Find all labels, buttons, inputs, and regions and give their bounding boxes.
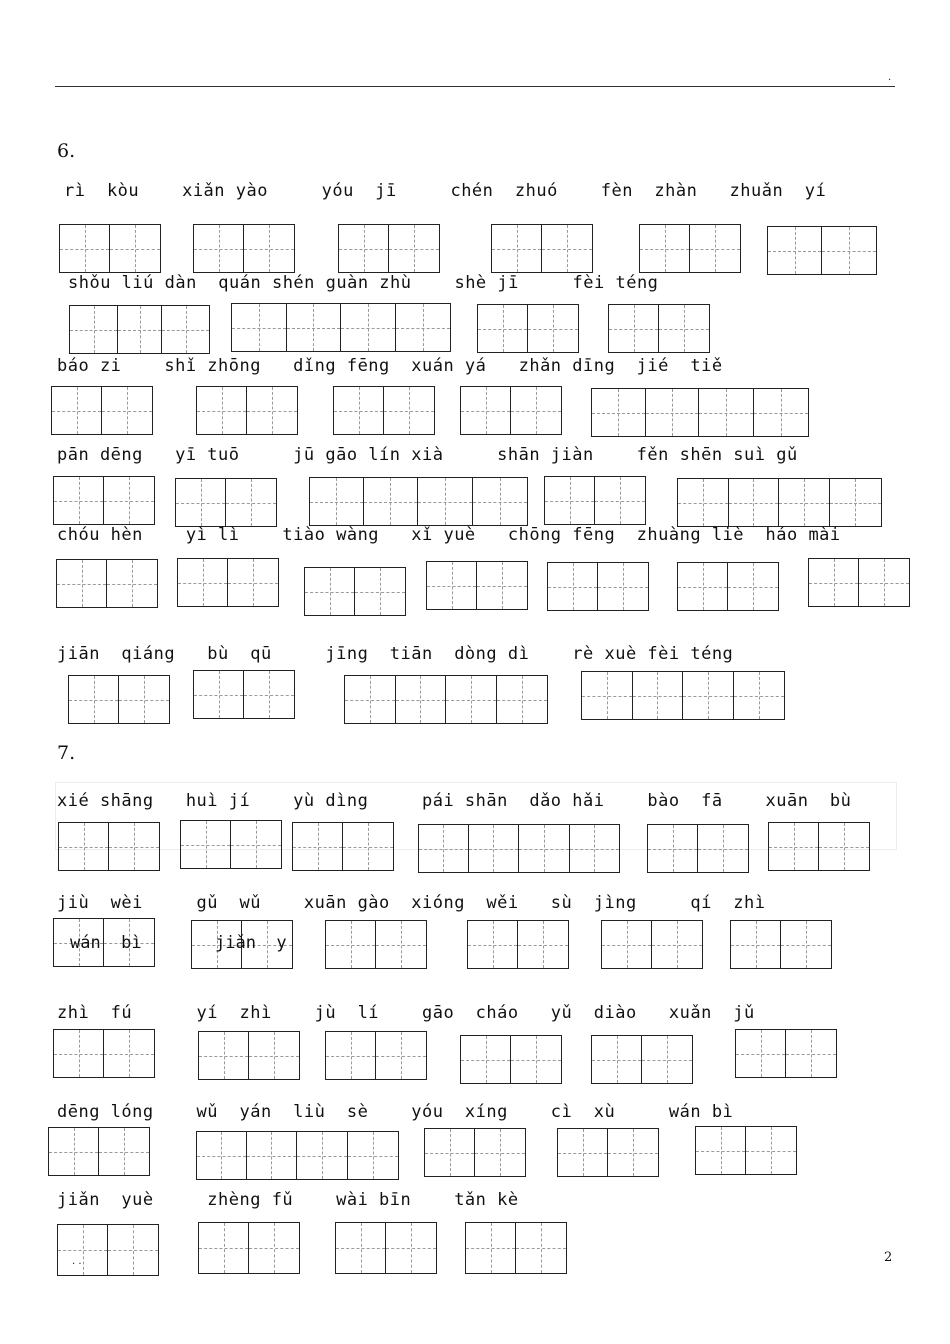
char-grid[interactable]	[730, 920, 832, 969]
char-grid[interactable]	[647, 824, 749, 873]
pinyin-row: shǒu liú dàn quán shén guàn zhù shè jī fèi téng	[68, 273, 659, 293]
char-grid[interactable]	[304, 567, 406, 616]
header-rule	[55, 86, 895, 87]
char-grid[interactable]	[177, 558, 279, 607]
char-grid[interactable]	[58, 822, 160, 871]
char-grid[interactable]	[424, 1128, 526, 1177]
header-mark: .	[888, 72, 892, 83]
char-grid[interactable]	[460, 386, 562, 435]
pinyin-row: chóu hèn yì lì tiào wàng xǐ yuè chōng fēng zhuàng liè háo mài	[57, 525, 841, 545]
char-grid[interactable]	[59, 224, 161, 273]
char-grid[interactable]	[601, 920, 703, 969]
char-grid[interactable]	[292, 822, 394, 871]
char-grid[interactable]	[68, 675, 170, 724]
char-grid[interactable]	[608, 304, 710, 353]
char-grid[interactable]	[198, 1031, 300, 1080]
char-grid[interactable]	[325, 1031, 427, 1080]
pinyin-row: pān dēng yī tuō jū gāo lín xià shān jiàn fěn shēn suì gǔ	[57, 445, 798, 465]
char-grid[interactable]	[48, 1127, 150, 1176]
pinyin-row: jiù wèi gǔ wǔ xuān gào xióng wěi sù jìng qí zhì	[57, 893, 766, 913]
char-grid[interactable]	[175, 478, 277, 527]
char-grid[interactable]	[309, 477, 528, 526]
char-grid[interactable]	[767, 226, 877, 275]
char-grid[interactable]	[198, 1222, 300, 1274]
char-grid[interactable]	[418, 824, 620, 873]
overlay-text: . .	[72, 1256, 82, 1267]
char-grid[interactable]	[677, 562, 779, 611]
pinyin-row: rì kòu xiǎn yào yóu jī chén zhuó fèn zhàn zhuǎn yí	[64, 181, 827, 201]
char-grid[interactable]	[591, 1035, 693, 1084]
char-grid[interactable]	[69, 305, 210, 354]
char-grid[interactable]	[344, 675, 548, 724]
char-grid[interactable]	[768, 822, 870, 871]
char-grid[interactable]	[639, 224, 741, 273]
overlay-text: jiǎn y	[215, 933, 287, 953]
char-grid[interactable]	[196, 1131, 399, 1180]
char-grid[interactable]	[677, 478, 882, 527]
char-grid[interactable]	[808, 558, 910, 607]
section-6-label: 6.	[57, 140, 76, 162]
char-grid[interactable]	[53, 476, 155, 525]
char-grid[interactable]	[335, 1222, 437, 1274]
char-grid[interactable]	[581, 671, 785, 720]
char-grid[interactable]	[426, 561, 528, 610]
pinyin-row: jiān qiáng bù qū jīng tiān dòng dì rè xuè fèi téng	[57, 644, 734, 664]
char-grid[interactable]	[196, 386, 298, 435]
pinyin-row: dēng lóng wǔ yán liù sè yóu xíng cì xù wán bì	[57, 1102, 734, 1122]
char-grid[interactable]	[465, 1222, 567, 1274]
char-grid[interactable]	[591, 388, 809, 437]
char-grid[interactable]	[193, 224, 295, 273]
char-grid[interactable]	[338, 224, 440, 273]
char-grid[interactable]	[180, 820, 282, 869]
char-grid[interactable]	[193, 670, 295, 719]
char-grid[interactable]	[735, 1029, 837, 1078]
char-grid[interactable]	[695, 1126, 797, 1175]
char-grid[interactable]	[56, 559, 158, 608]
char-grid[interactable]	[325, 920, 427, 969]
char-grid[interactable]	[557, 1128, 659, 1177]
char-grid[interactable]	[333, 386, 435, 435]
page-number: 2	[884, 1250, 893, 1265]
char-grid[interactable]	[547, 562, 649, 611]
pinyin-row: xié shāng huì jí yù dìng pái shān dǎo hǎi bào fā xuān bù	[57, 791, 852, 811]
char-grid[interactable]	[467, 920, 569, 969]
char-grid[interactable]	[51, 386, 153, 435]
char-grid[interactable]	[231, 303, 451, 352]
section-7-label: 7.	[57, 742, 76, 764]
char-grid[interactable]	[57, 1224, 159, 1276]
overlay-text: wán bì	[70, 933, 142, 953]
char-grid[interactable]	[491, 224, 593, 273]
pinyin-row: zhì fú yí zhì jù lí gāo cháo yǔ diào xuǎn jǔ	[57, 1003, 755, 1023]
char-grid[interactable]	[544, 476, 646, 525]
char-grid[interactable]	[460, 1035, 562, 1084]
pinyin-row: jiǎn yuè zhèng fǔ wài bīn tǎn kè	[57, 1190, 519, 1210]
pinyin-row: báo zi shǐ zhōng dǐng fēng xuán yá zhǎn dīng jié tiě	[57, 356, 723, 376]
char-grid[interactable]	[477, 304, 579, 353]
char-grid[interactable]	[53, 1029, 155, 1078]
